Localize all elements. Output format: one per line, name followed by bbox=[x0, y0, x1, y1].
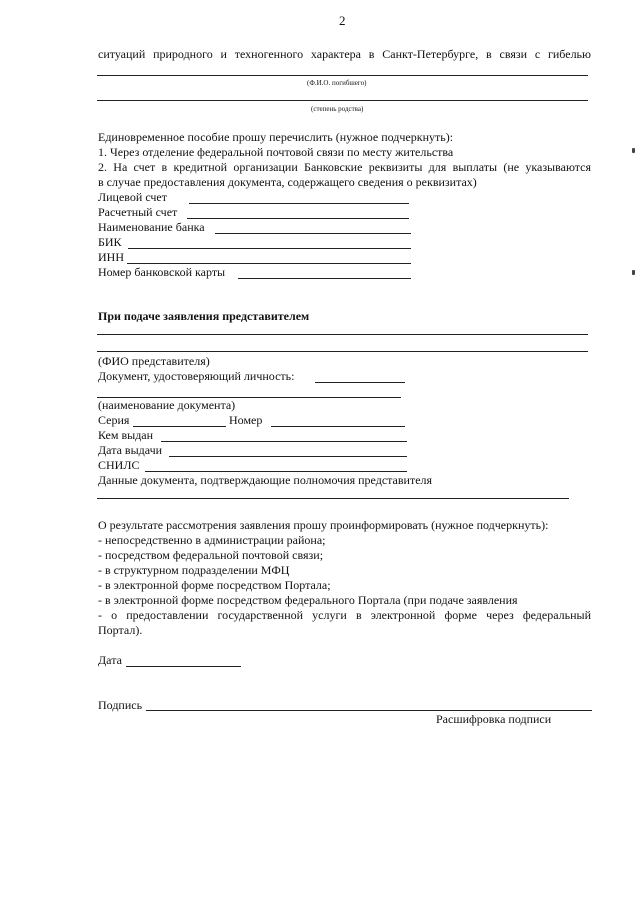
snils-label: СНИЛС bbox=[98, 458, 140, 472]
payment-option-post[interactable]: 1. Через отделение федеральной почтовой связи по месту жительства bbox=[98, 145, 454, 159]
representative-fio-caption: (ФИО представителя) bbox=[98, 354, 210, 368]
payment-heading: Единовременное пособие прошу перечислить (нужное подчеркнуть): bbox=[98, 130, 454, 144]
caption-fio-deceased: (Ф.И.О. погибшего) bbox=[307, 79, 367, 87]
settlement-account-field[interactable] bbox=[187, 218, 409, 219]
notify-option-portal[interactable]: - в электронной форме посредством Портала; bbox=[98, 578, 331, 592]
authority-document-label: Данные документа, подтверждающие полномочия представителя bbox=[98, 473, 433, 487]
inn-field[interactable] bbox=[127, 263, 411, 264]
series-label: Серия bbox=[98, 413, 130, 427]
snils-field[interactable] bbox=[145, 471, 407, 472]
signature-label: Подпись bbox=[98, 698, 143, 712]
issued-by-field[interactable] bbox=[161, 441, 407, 442]
number-label: Номер bbox=[229, 413, 263, 427]
inn-label: ИНН bbox=[98, 250, 124, 264]
card-number-label: Номер банковской карты bbox=[98, 265, 226, 279]
payment-option-bank-line2: в случае предоставления документа, содержащего сведения о реквизитах) bbox=[98, 175, 477, 189]
notify-option-federal-portal-end: Портал). bbox=[98, 623, 143, 637]
signature-decoding-label: Расшифровка подписи bbox=[436, 712, 552, 726]
personal-account-field[interactable] bbox=[189, 203, 409, 204]
bik-field[interactable] bbox=[128, 248, 411, 249]
representative-fio-line2[interactable] bbox=[97, 351, 588, 352]
card-number-field[interactable] bbox=[238, 278, 411, 279]
issued-by-label: Кем выдан bbox=[98, 428, 154, 442]
page-number: 2 bbox=[339, 13, 346, 28]
settlement-account-label: Расчетный счет bbox=[98, 205, 178, 219]
issue-date-label: Дата выдачи bbox=[98, 443, 163, 457]
id-document-field[interactable] bbox=[315, 382, 405, 383]
payment-option-bank-line1[interactable]: 2. На счет в кредитной организации Банковские реквизиты для выплаты (не указываются bbox=[98, 160, 591, 174]
date-label: Дата bbox=[98, 653, 122, 667]
caption-kinship: (степень родства) bbox=[311, 105, 364, 113]
scan-speck bbox=[632, 148, 635, 153]
personal-account-label: Лицевой счет bbox=[98, 190, 168, 204]
deceased-name-line[interactable] bbox=[97, 75, 588, 76]
notify-option-federal-portal-cont: - о предоставлении государственной услуги в электронной форме через федеральный bbox=[98, 608, 591, 622]
bik-label: БИК bbox=[98, 235, 122, 249]
notify-option-post[interactable]: - посредством федеральной почтовой связи; bbox=[98, 548, 324, 562]
signature-field[interactable] bbox=[146, 710, 592, 711]
representative-heading: При подаче заявления представителем bbox=[98, 309, 310, 323]
number-field[interactable] bbox=[271, 426, 405, 427]
bank-name-field[interactable] bbox=[215, 233, 411, 234]
series-field[interactable] bbox=[133, 426, 226, 427]
intro-line: ситуаций природного и техногенного характера в Санкт-Петербурге, в связи с гибелью bbox=[98, 47, 591, 61]
notify-option-federal-portal[interactable]: - в электронной форме посредством федерального Портала (при подаче заявления bbox=[98, 593, 518, 607]
notify-option-mfc[interactable]: - в структурном подразделении МФЦ bbox=[98, 563, 290, 577]
scan-speck bbox=[632, 270, 635, 275]
date-field[interactable] bbox=[126, 666, 241, 667]
document-name-caption: (наименование документа) bbox=[98, 398, 236, 412]
representative-fio-line1[interactable] bbox=[97, 334, 588, 335]
notify-option-admin[interactable]: - непосредственно в администрации района; bbox=[98, 533, 326, 547]
bank-name-label: Наименование банка bbox=[98, 220, 205, 234]
kinship-line[interactable] bbox=[97, 100, 588, 101]
authority-document-field[interactable] bbox=[97, 498, 569, 499]
notify-heading: О результате рассмотрения заявления прошу проинформировать (нужное подчеркнуть): bbox=[98, 518, 549, 532]
id-document-label: Документ, удостоверяющий личность: bbox=[98, 369, 295, 383]
issue-date-field[interactable] bbox=[169, 456, 407, 457]
